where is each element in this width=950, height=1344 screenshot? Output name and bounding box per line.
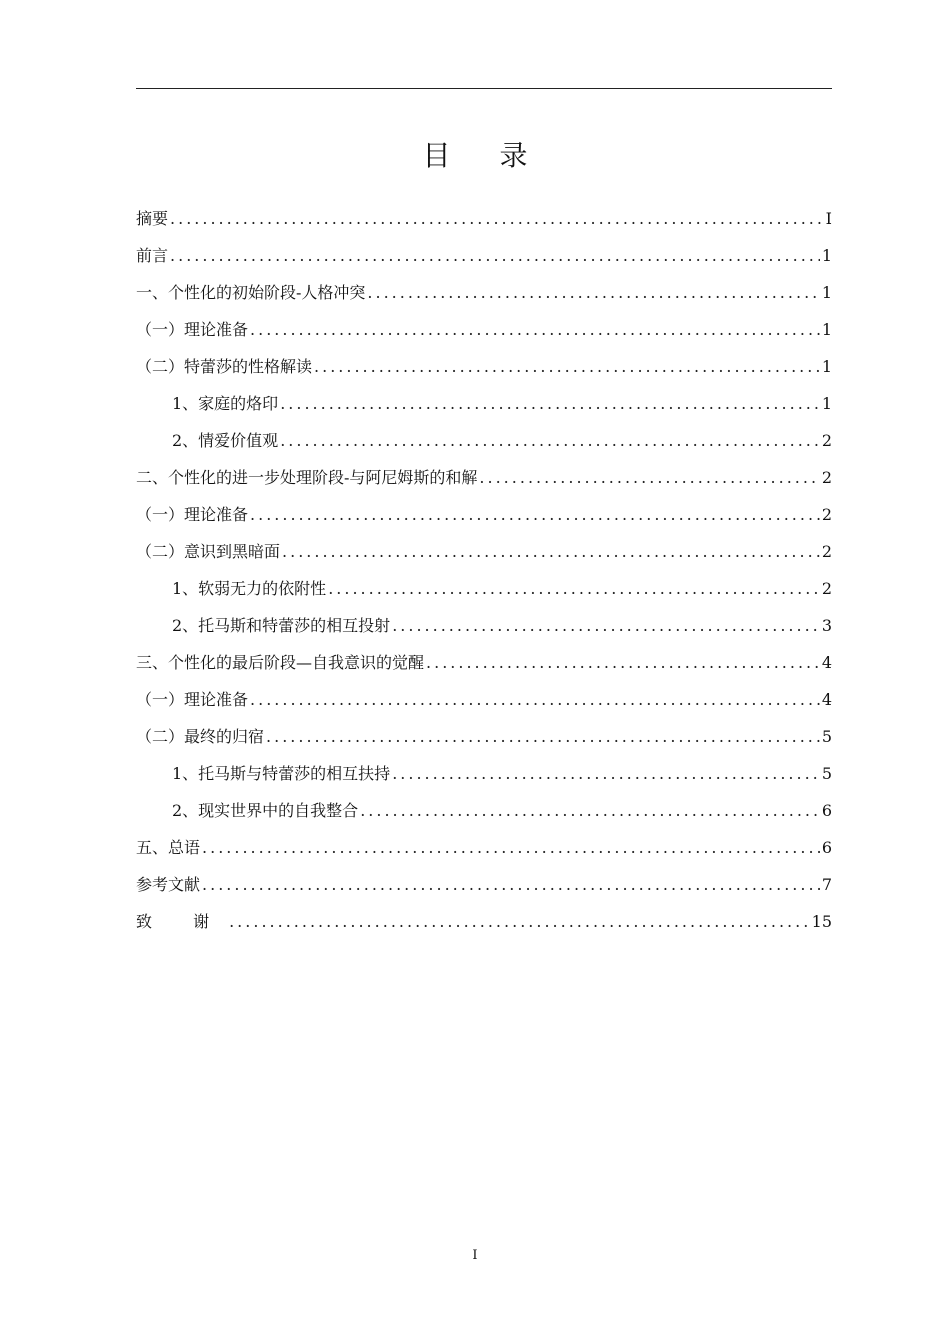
toc-entry-label: （一）理论准备: [136, 690, 249, 709]
toc-entry[interactable]: [136, 909, 832, 946]
toc-leader-dots: [250, 502, 820, 528]
toc-leader-dots: [479, 465, 819, 491]
toc-leader-dots: [202, 872, 820, 898]
toc-entry-page: 2: [821, 468, 832, 487]
toc-entry[interactable]: [136, 465, 832, 502]
footer-page-number: I: [472, 1248, 478, 1263]
toc-leader-dots: [170, 243, 820, 269]
page-title: 目 录: [422, 139, 548, 172]
toc-entry-page: 6: [821, 801, 832, 820]
toc-leader-dots: [250, 687, 820, 713]
toc-entry-label: （一）理论准备: [136, 320, 249, 339]
toc-entry-page: 2: [821, 542, 832, 561]
toc-entry-page: 2: [821, 505, 832, 524]
toc-entry[interactable]: [136, 391, 832, 428]
toc-entry[interactable]: [136, 835, 832, 872]
toc-entry[interactable]: [136, 243, 832, 280]
toc-entry-page: 1: [821, 320, 832, 339]
toc-entry-label: 致 谢: [136, 912, 228, 931]
toc-entry-page: 5: [821, 764, 832, 783]
toc-entry[interactable]: [136, 798, 832, 835]
toc-entry-page: 2: [821, 579, 832, 598]
toc-entry[interactable]: [136, 650, 832, 687]
toc-entry-label: （二）特蕾莎的性格解读: [136, 357, 313, 376]
toc-leader-dots: [170, 206, 824, 232]
toc-entry[interactable]: [136, 206, 832, 243]
toc-entry-page: 5: [821, 727, 832, 746]
toc-entry[interactable]: [136, 317, 832, 354]
toc-leader-dots: [280, 428, 820, 454]
toc-entry[interactable]: [136, 428, 832, 465]
toc-entry-label: 1、托马斯与特蕾莎的相互扶持: [172, 764, 391, 783]
toc-entry-label: 参考文献: [136, 875, 201, 894]
toc-entry-label: 五、总语: [136, 838, 201, 857]
toc-entry-page: 1: [821, 394, 832, 413]
toc-entry[interactable]: [136, 761, 832, 798]
toc-entry-page: 4: [821, 690, 832, 709]
toc-leader-dots: [328, 576, 820, 602]
toc-entry-page: 6: [821, 838, 832, 857]
toc-leader-dots: [280, 391, 820, 417]
header-rule: [136, 88, 832, 89]
toc-entry[interactable]: [136, 354, 832, 391]
toc-entry-page: 2: [821, 431, 832, 450]
toc-leader-dots: [202, 835, 820, 861]
toc-entry-label: 2、情爱价值观: [172, 431, 279, 450]
toc-entry-page: I: [825, 209, 832, 228]
toc-entry-page: 1: [821, 283, 832, 302]
toc-entry-label: （二）意识到黑暗面: [136, 542, 281, 561]
toc-leader-dots: [266, 724, 820, 750]
toc-leader-dots: [314, 354, 820, 380]
table-of-contents: [136, 206, 832, 946]
toc-leader-dots: [282, 539, 820, 565]
toc-entry-page: 4: [821, 653, 832, 672]
toc-entry[interactable]: [136, 576, 832, 613]
toc-entry-page: 1: [821, 357, 832, 376]
toc-entry-label: 1、家庭的烙印: [172, 394, 279, 413]
toc-entry[interactable]: [136, 687, 832, 724]
toc-entry-label: 二、个性化的进一步处理阶段-与阿尼姆斯的和解: [136, 468, 478, 487]
toc-entry[interactable]: [136, 280, 832, 317]
toc-entry-label: 摘要: [136, 209, 169, 228]
toc-entry[interactable]: [136, 539, 832, 576]
toc-entry-page: 15: [811, 912, 832, 931]
toc-entry-label: 三、个性化的最后阶段—自我意识的觉醒: [136, 653, 425, 672]
toc-leader-dots: [229, 909, 810, 935]
toc-entry-label: （一）理论准备: [136, 505, 249, 524]
toc-entry-page: 3: [821, 616, 832, 635]
toc-entry[interactable]: [136, 613, 832, 650]
toc-leader-dots: [367, 280, 819, 306]
toc-entry-label: 2、现实世界中的自我整合: [172, 801, 359, 820]
toc-leader-dots: [250, 317, 820, 343]
toc-entry-label: 1、软弱无力的依附性: [172, 579, 327, 598]
toc-leader-dots: [392, 761, 820, 787]
toc-entry[interactable]: [136, 872, 832, 909]
toc-entry-page: 7: [821, 875, 832, 894]
toc-entry[interactable]: [136, 724, 832, 761]
toc-entry-label: 一、个性化的初始阶段-人格冲突: [136, 283, 366, 302]
toc-entry-label: 前言: [136, 246, 169, 265]
toc-leader-dots: [426, 650, 820, 676]
toc-entry-label: （二）最终的归宿: [136, 727, 265, 746]
toc-leader-dots: [392, 613, 820, 639]
toc-leader-dots: [360, 798, 820, 824]
toc-entry-label: 2、托马斯和特蕾莎的相互投射: [172, 616, 391, 635]
toc-entry-page: 1: [821, 246, 832, 265]
toc-entry[interactable]: [136, 502, 832, 539]
